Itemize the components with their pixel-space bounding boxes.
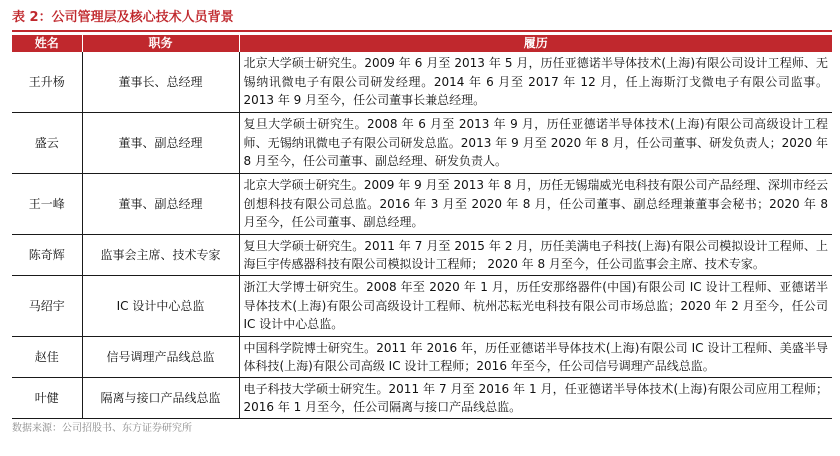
cell-background: 北京大学硕士研究生。2009 年 9 月至 2013 年 8 月，历任无锡瑞威光电科技有限公司产品经理、深圳市经云创想科技有限公司总监。2016 年 3 月至 2020 年 8 月，任公司董事、副总经理兼董事会秘书；2020 年 8 月至今，任公司董事、副总经理。 bbox=[239, 174, 832, 235]
table-header bbox=[12, 35, 832, 52]
header-position: 职务 bbox=[82, 35, 239, 52]
header-background: 履历 bbox=[239, 35, 832, 52]
cell-background: 电子科技大学硕士研究生。2011 年 7 月至 2016 年 1 月，任亚德诺半导体技术(上海)有限公司应用工程师；2016 年 1 月至今，任公司隔离与接口产品线总监。 bbox=[239, 378, 832, 419]
cell-position: 董事、副总经理 bbox=[82, 174, 239, 235]
table-row bbox=[12, 276, 832, 337]
header-row bbox=[12, 35, 832, 52]
cell-background: 复旦大学硕士研究生。2011 年 7 月至 2015 年 2 月，历任美满电子科技(上海)有限公司模拟设计工程师、上海巨宇传感器科技有限公司模拟设计工程师； 2020 年 8 月至今，任公司监事会主席、技术专家。 bbox=[239, 235, 832, 276]
table-row bbox=[12, 235, 832, 276]
cell-position: 信号调理产品线总监 bbox=[82, 337, 239, 378]
title-bar bbox=[12, 6, 832, 32]
table-row bbox=[12, 337, 832, 378]
table-row bbox=[12, 113, 832, 174]
source-note: 数据来源：公司招股书、东方证券研究所 bbox=[12, 423, 192, 434]
table-title: 表 2：公司管理层及核心技术人员背景 bbox=[12, 10, 234, 25]
header-name: 姓名 bbox=[12, 35, 82, 52]
management-table bbox=[12, 35, 832, 419]
cell-background: 中国科学院博士研究生。2011 年 2016 年，历任亚德诺半导体技术(上海)有限公司 IC 设计工程师、美盛半导体科技(上海)有限公司高级 IC 设计工程师；2016 年至今，任公司信号调理产品线总监。 bbox=[239, 337, 832, 378]
table-row bbox=[12, 378, 832, 419]
document-page bbox=[12, 6, 832, 419]
table-row bbox=[12, 52, 832, 113]
cell-position: 隔离与接口产品线总监 bbox=[82, 378, 239, 419]
cell-name: 盛云 bbox=[12, 113, 82, 174]
cell-name: 赵佳 bbox=[12, 337, 82, 378]
cell-name: 陈奇辉 bbox=[12, 235, 82, 276]
cell-position: 董事长、总经理 bbox=[82, 52, 239, 113]
cell-position: IC 设计中心总监 bbox=[82, 276, 239, 337]
cell-position: 监事会主席、技术专家 bbox=[82, 235, 239, 276]
cell-name: 王一峰 bbox=[12, 174, 82, 235]
cell-background: 浙江大学博士研究生。2008 年至 2020 年 1 月，历任安那络器件(中国)有限公司 IC 设计工程师、亚德诺半导体技术(上海)有限公司高级设计工程师、杭州芯耘光电科技有限公司市场总监；2020 年 2 月至今，任公司 IC 设计中心总监。 bbox=[239, 276, 832, 337]
cell-name: 马绍宇 bbox=[12, 276, 82, 337]
cell-position: 董事、副总经理 bbox=[82, 113, 239, 174]
cell-name: 王升杨 bbox=[12, 52, 82, 113]
cell-background: 复旦大学硕士研究生。2008 年 6 月至 2013 年 9 月，历任亚德诺半导体技术(上海)有限公司高级设计工程师、无锡纳讯微电子有限公司研发总监。2013 年 9 月至 2020 年 8 月，任公司董事、研发负责人；2020 年 8 月至今，任公司董事、副总经理、研发负责人。 bbox=[239, 113, 832, 174]
table-row bbox=[12, 174, 832, 235]
cell-name: 叶健 bbox=[12, 378, 82, 419]
table-body bbox=[12, 52, 832, 419]
cell-background: 北京大学硕士研究生。2009 年 6 月至 2013 年 5 月，历任亚德诺半导体技术(上海)有限公司设计工程师、无锡纳讯微电子有限公司研发经理。2014 年 6 月至 2017 年 12 月，任上海斯汀戈微电子有限公司监事。2013 年 9 月至今，任公司董事长兼总经理。 bbox=[239, 52, 832, 113]
